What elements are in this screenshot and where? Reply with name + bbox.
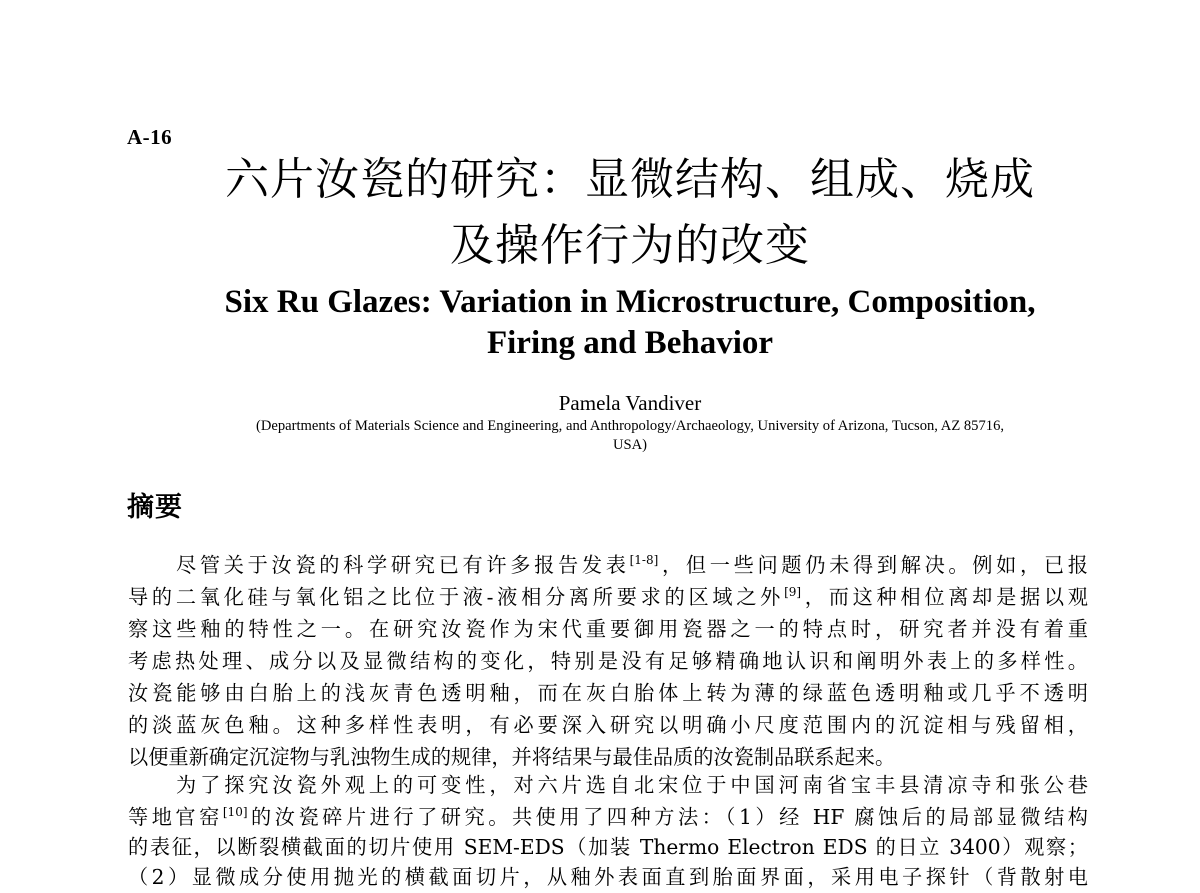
abstract-line: [176, 549, 1088, 581]
citation: [9]: [784, 585, 802, 599]
abstract-line-text: 汝瓷能够由白胎上的浅灰青色透明釉，而在灰白胎体上转为薄的绿蓝色透明釉或几乎不透明: [128, 681, 1088, 705]
abstract-line-text: 的表征，以断裂横截面的切片使用 SEM-EDS（加装 Thermo Electron EDS 的日立 3400）观察；: [128, 835, 1088, 859]
author-affiliation: [180, 417, 1080, 455]
abstract-line-text: 以便重新确定沉淀物与乳浊物生成的规律，并将结果与最佳品质的汝瓷制品联系起来。: [128, 745, 896, 769]
abstract-line-text: 导的二氧化硅与氧化铝之比位于液-液相分离所要求的区域之外: [128, 585, 785, 609]
paper-id: A-16: [127, 125, 173, 149]
abstract-line-text: 的淡蓝灰色釉。这种多样性表明，有必要深入研究以明确小尺度范围内的沉淀相与残留相，: [128, 713, 1088, 737]
chinese-title-line-1: 六片汝瓷的研究：显微结构、组成、烧成: [225, 154, 1035, 205]
abstract-line: [128, 831, 1088, 863]
affiliation-line-1: (Departments of Materials Science and Engineering, and Anthropology/Archaeology, University of Arizona, Tucson, AZ 85716,: [255, 418, 1005, 434]
affiliation-line-2: USA): [612, 437, 648, 453]
abstract-line-text: 尽管关于汝瓷的科学研究已有许多报告发表: [176, 553, 630, 577]
citation: [1-8]: [629, 553, 659, 567]
abstract-line-text: 为了探究汝瓷外观上的可变性，对六片选自北宋位于中国河南省宝丰县清凉寺和张公巷: [176, 773, 1088, 797]
abstract-line-text: ，但一些问题仍未得到解决。例如，已报: [658, 553, 1088, 577]
abstract-line-text: 的汝瓷碎片进行了研究。共使用了四种方法：（1）经 HF 腐蚀后的局部显微结构: [247, 805, 1088, 829]
abstract-line-text: 考虑热处理、成分以及显微结构的变化，特别是没有足够精确地认识和阐明外表上的多样性。: [128, 649, 1088, 673]
abstract-line: [128, 861, 1088, 893]
abstract-line: [128, 581, 1088, 613]
abstract-line-text: 察这些釉的特性之一。在研究汝瓷作为宋代重要御用瓷器之一的特点时，研究者并没有着重: [128, 617, 1088, 641]
author-name: Pamela Vandiver: [558, 391, 702, 415]
abstract-line: [176, 769, 1088, 801]
abstract-line: [128, 801, 1088, 833]
abstract-line-text: （2）显微成分使用抛光的横截面切片，从釉外表面直到胎面界面，采用电子探针（背散射电: [128, 865, 1088, 889]
abstract-line-text: 等地官窑: [128, 805, 223, 829]
abstract-line-text: ，而这种相位离却是据以观: [801, 585, 1088, 609]
abstract-line: [128, 613, 1088, 645]
abstract-line: [128, 677, 1088, 709]
english-title-line-2: Firing and Behavior: [486, 325, 774, 361]
citation: [10]: [222, 805, 248, 819]
chinese-title-line-2: 及操作行为的改变: [450, 220, 810, 271]
abstract-line: [128, 709, 1088, 741]
abstract-heading: 摘要: [127, 492, 183, 523]
abstract-line: [128, 645, 1088, 677]
english-title-line-1: Six Ru Glazes: Variation in Microstructure, Composition,: [224, 284, 1036, 320]
